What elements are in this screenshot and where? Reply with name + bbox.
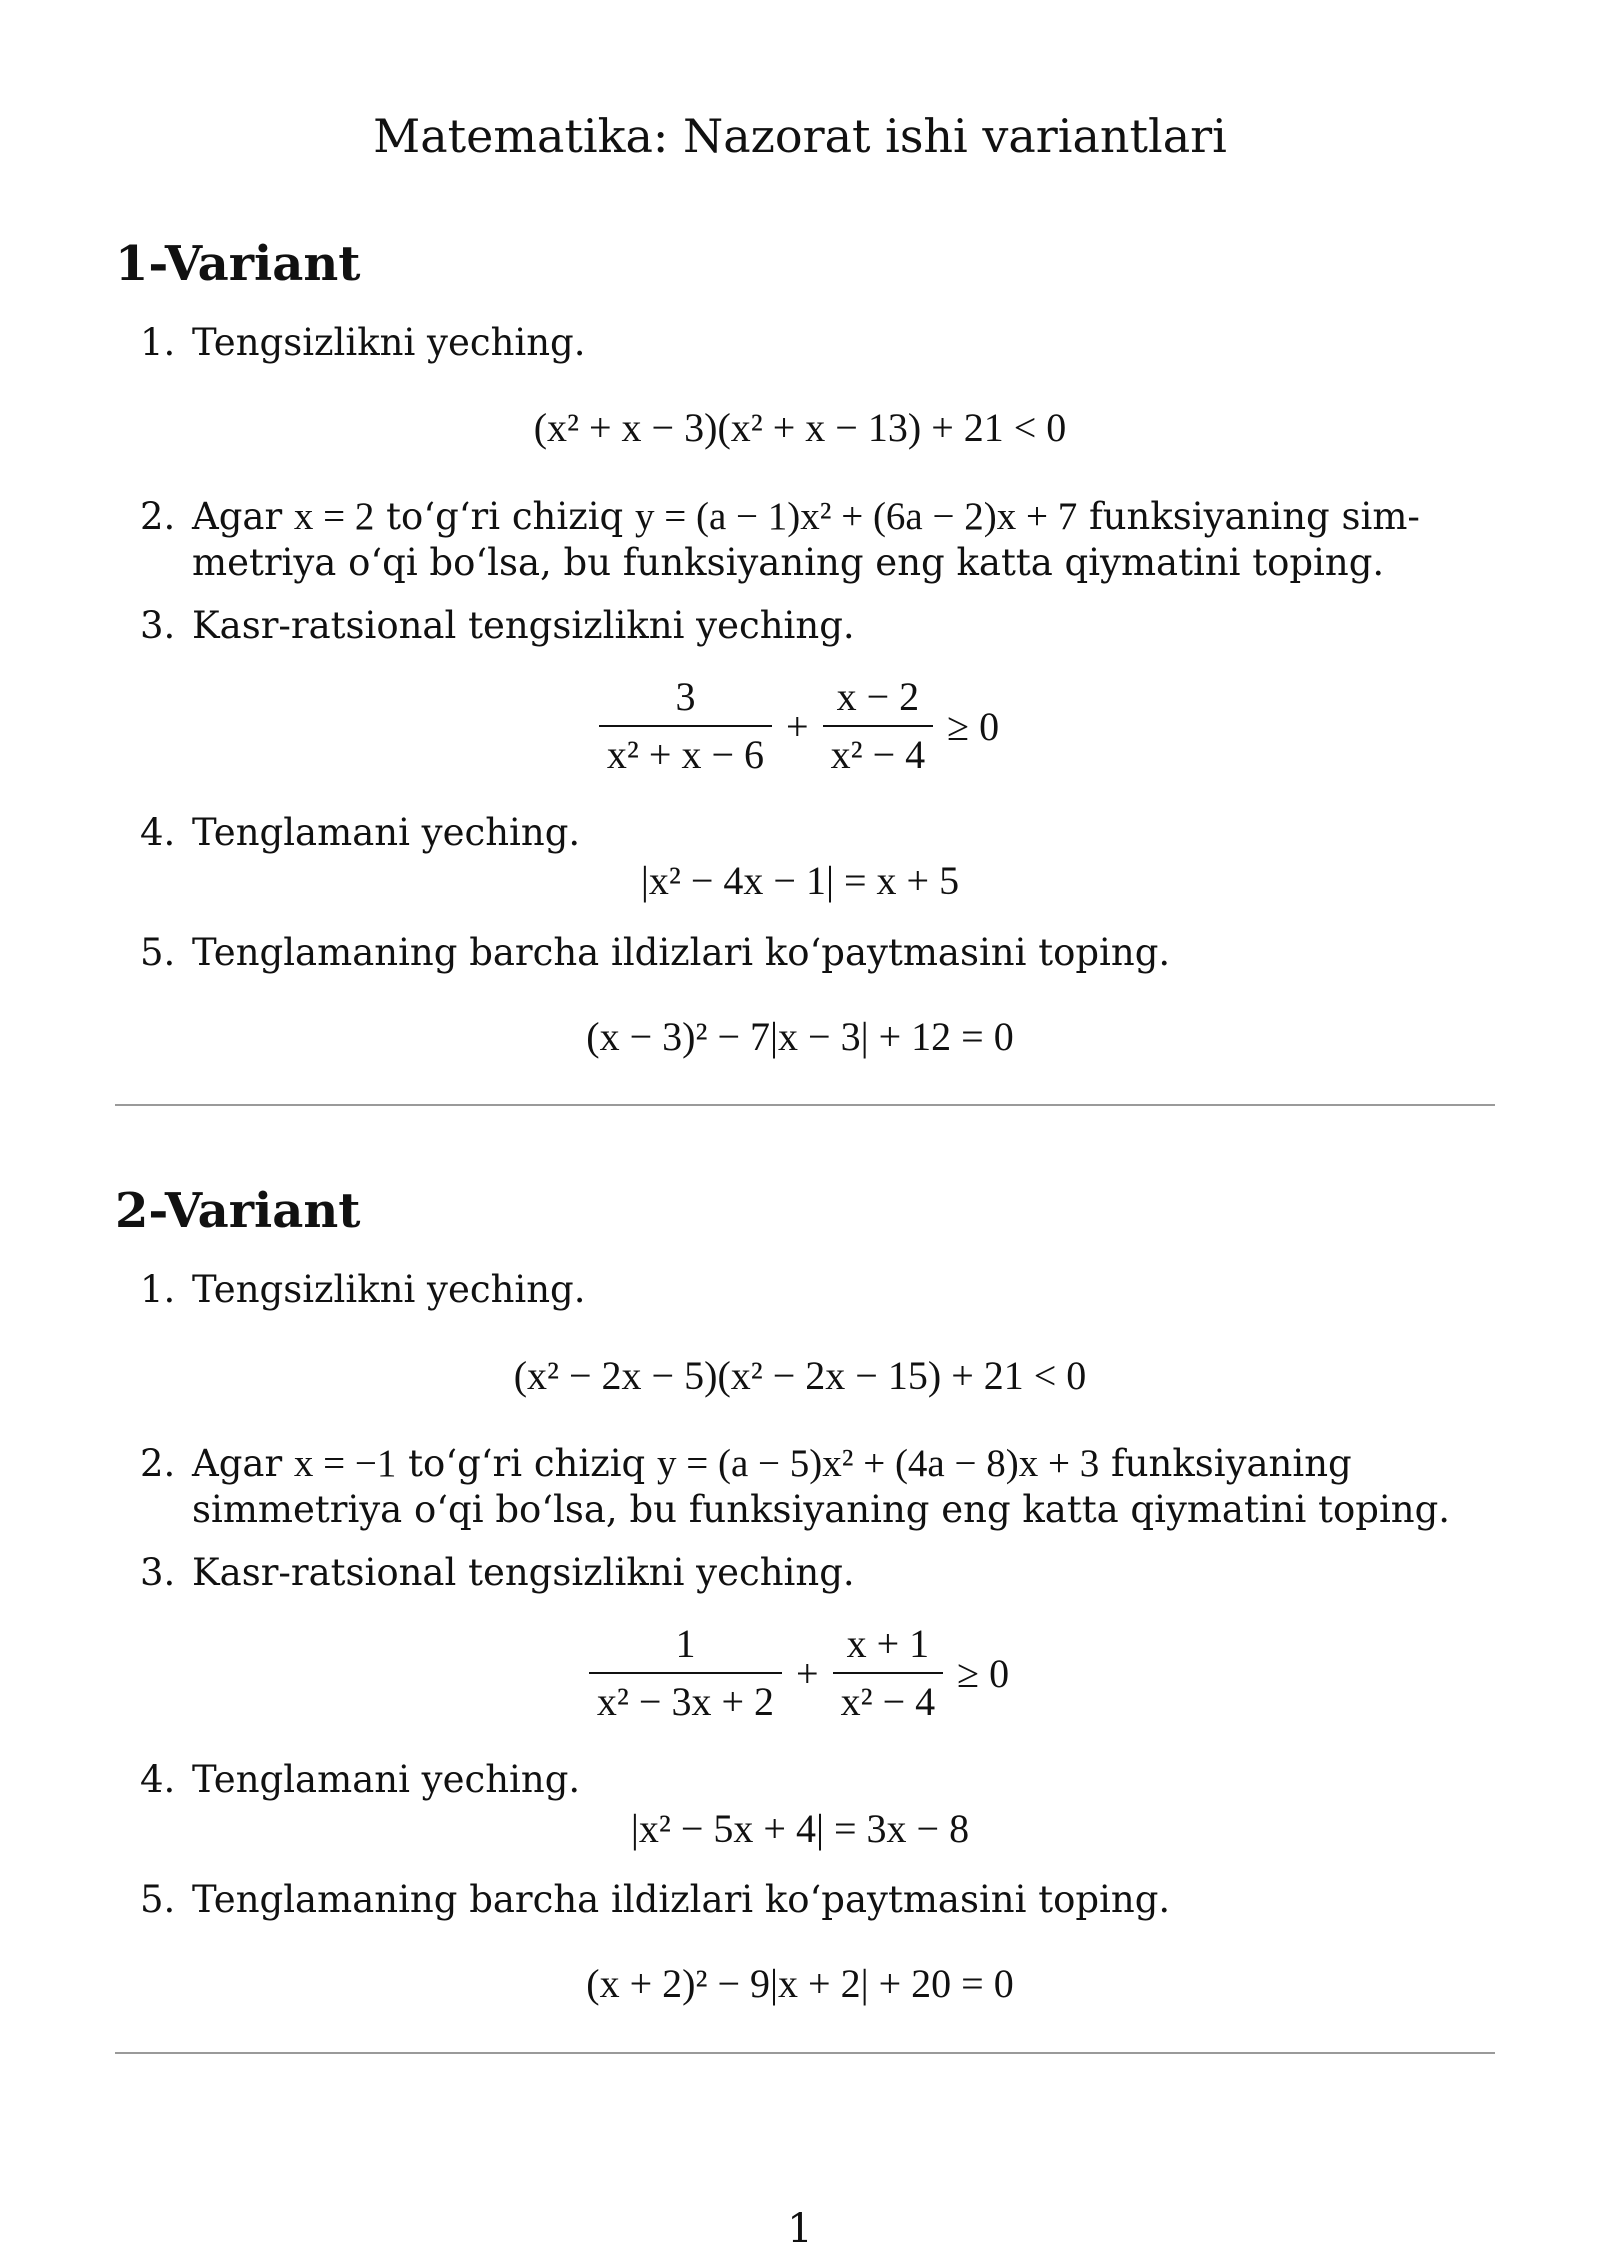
fraction [599, 675, 772, 777]
variant-2-item-4-formula: |x² − 5x + 4| = 3x − 8 [630, 1806, 970, 1851]
variant-divider [115, 1104, 1495, 1106]
item-text-part: funksiyaning [1099, 1442, 1352, 1485]
item-text-part: to‘g‘ri chiziq [396, 1442, 657, 1485]
item-number: 5. [140, 931, 176, 974]
variant-2-item-3 [140, 1550, 1480, 1596]
operator: + [786, 703, 809, 749]
math-inline: y = (a − 5)x² + (4a − 8)x + 3 [656, 1442, 1100, 1485]
page-number: 1 [787, 2206, 813, 2252]
item-text: Kasr-ratsional tengsizlikni yeching. [192, 1551, 855, 1594]
fraction [823, 675, 934, 777]
item-number: 1. [140, 321, 176, 364]
relation: ≥ 0 [947, 703, 1000, 749]
variant-2-item-2 [140, 1441, 1480, 1533]
variant-1-item-3-formula [0, 675, 1600, 777]
variant-1-item-1 [140, 320, 1480, 366]
fraction-numerator: x − 2 [836, 674, 920, 719]
fraction-numerator: 3 [675, 674, 696, 719]
variant-2-item-5 [140, 1877, 1480, 1923]
item-number: 2. [140, 1442, 176, 1485]
item-text: Tengsizlikni yeching. [192, 1268, 586, 1311]
variant-1-item-5 [140, 930, 1480, 976]
variant-2-item-3-formula [0, 1622, 1600, 1724]
variant-1-item-1-formula: (x² + x − 3)(x² + x − 13) + 21 < 0 [533, 405, 1067, 450]
item-number: 4. [140, 1758, 176, 1801]
item-text: Tenglamaning barcha ildizlari ko‘paytmasini toping. [192, 1878, 1171, 1921]
variant-2-heading: 2-Variant [115, 1183, 361, 1239]
fraction-numerator: x + 1 [846, 1621, 930, 1666]
item-number: 4. [140, 811, 176, 854]
fraction-denominator: x² − 4 [823, 725, 934, 777]
variant-1-item-3 [140, 603, 1480, 649]
item-text-part: Agar [192, 495, 294, 538]
variant-divider [115, 2052, 1495, 2054]
item-text: Tengsizlikni yeching. [192, 321, 586, 364]
fraction [589, 1622, 782, 1724]
variant-2-item-4 [140, 1757, 1480, 1803]
math-inline: x = 2 [293, 495, 375, 538]
variant-2-item-1-formula: (x² − 2x − 5)(x² − 2x − 15) + 21 < 0 [513, 1353, 1087, 1398]
item-number: 2. [140, 495, 176, 538]
variant-1-item-4 [140, 810, 1480, 856]
math-inline: y = (a − 1)x² + (6a − 2)x + 7 [634, 495, 1078, 538]
item-text: Kasr-ratsional tengsizlikni yeching. [192, 604, 855, 647]
item-text-line2: metriya o‘qi bo‘lsa, bu funksiyaning eng katta qiymatini toping. [192, 541, 1385, 584]
fraction-numerator: 1 [675, 1621, 696, 1666]
item-text-part: to‘g‘ri chiziq [374, 495, 635, 538]
item-text-part: Agar [192, 1442, 294, 1485]
operator: + [796, 1650, 819, 1696]
fraction [833, 1622, 944, 1724]
item-number: 1. [140, 1268, 176, 1311]
item-text-line2: simmetriya o‘qi bo‘lsa, bu funksiyaning eng katta qiymatini toping. [192, 1488, 1451, 1531]
relation: ≥ 0 [957, 1650, 1010, 1696]
fraction-denominator: x² + x − 6 [599, 725, 772, 777]
variant-2-item-5-formula: (x + 2)² − 9|x + 2| + 20 = 0 [586, 1961, 1014, 2006]
math-inline: x = −1 [293, 1442, 397, 1485]
variant-1-item-2 [140, 494, 1480, 586]
item-number: 5. [140, 1878, 176, 1921]
item-number: 3. [140, 604, 176, 647]
document-title: Matematika: Nazorat ishi variantlari [373, 109, 1227, 163]
variant-1-item-5-formula: (x − 3)² − 7|x − 3| + 12 = 0 [586, 1014, 1014, 1059]
variant-1-item-4-formula: |x² − 4x − 1| = x + 5 [640, 858, 960, 903]
item-text: Tenglamani yeching. [192, 1758, 581, 1801]
fraction-denominator: x² − 3x + 2 [589, 1672, 782, 1724]
fraction-denominator: x² − 4 [833, 1672, 944, 1724]
item-text: Tenglamani yeching. [192, 811, 581, 854]
variant-2-item-1 [140, 1267, 1480, 1313]
item-text: Tenglamaning barcha ildizlari ko‘paytmasini toping. [192, 931, 1171, 974]
item-number: 3. [140, 1551, 176, 1594]
item-text-part: funksiyaning sim- [1077, 495, 1420, 538]
variant-1-heading: 1-Variant [115, 236, 361, 292]
